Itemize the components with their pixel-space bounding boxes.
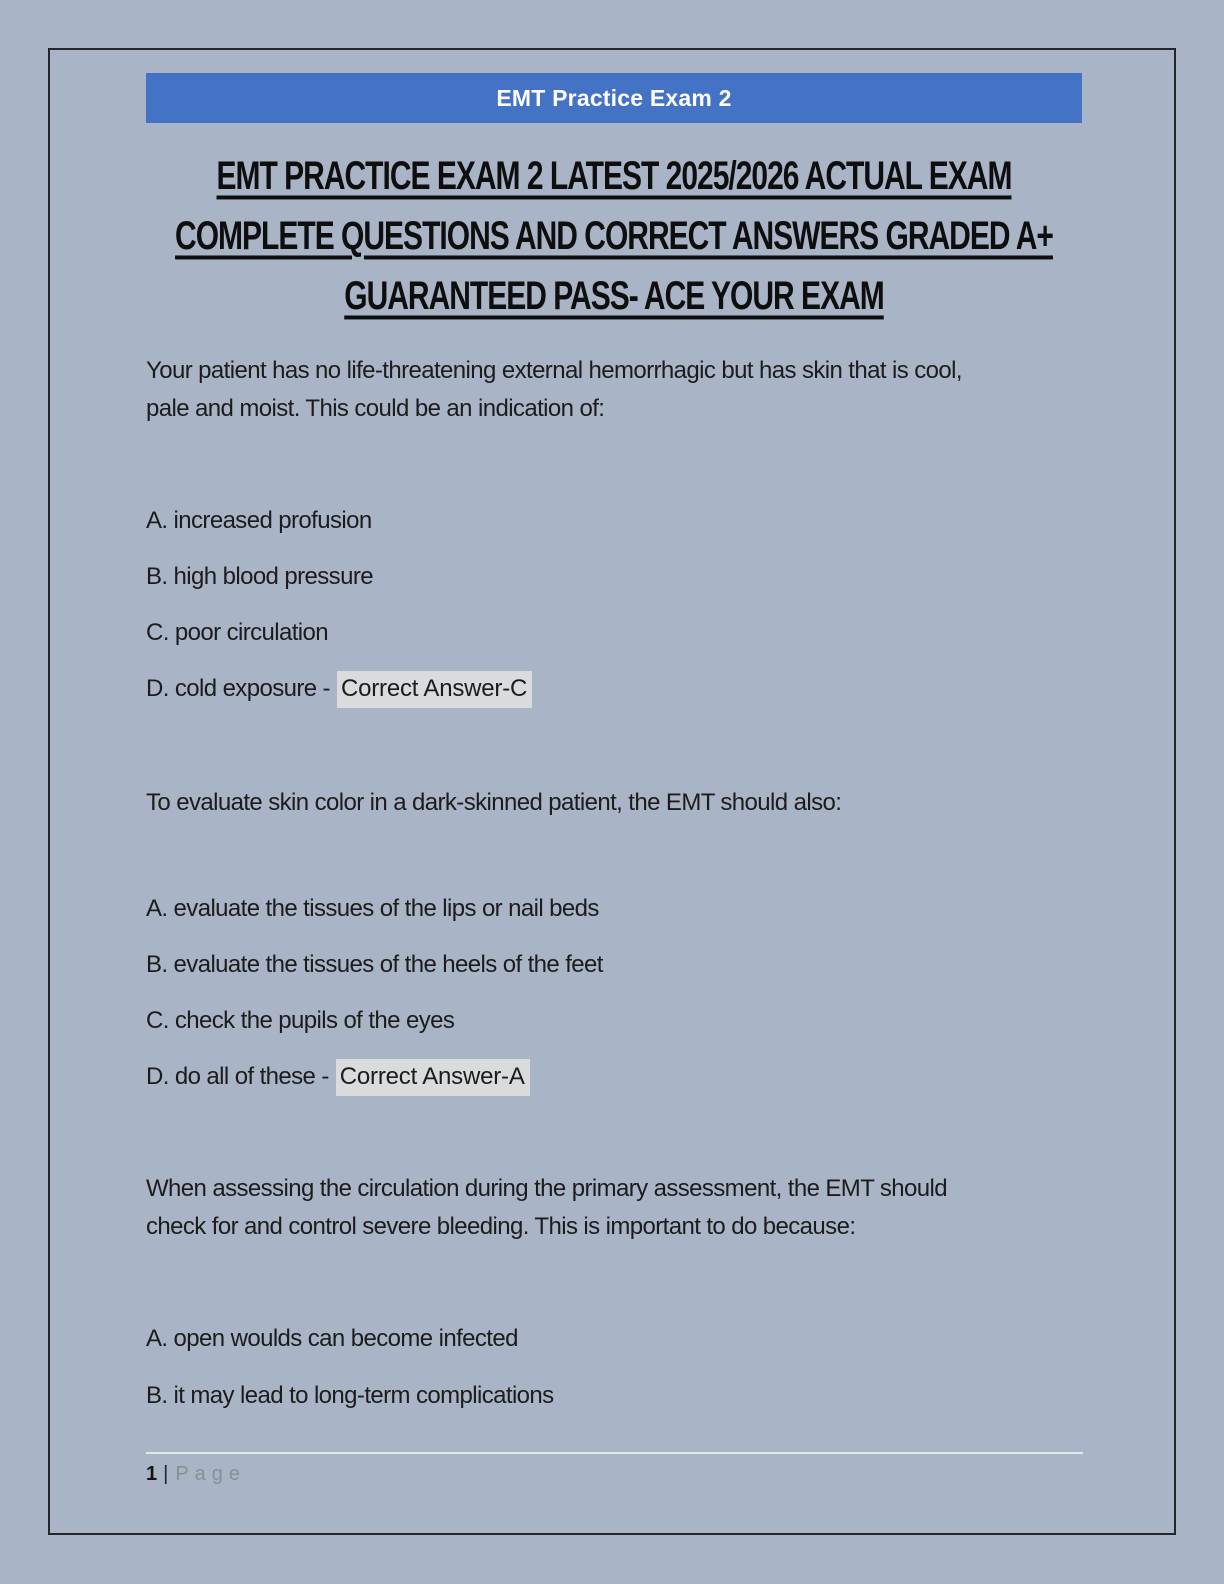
option-text: C. check the pupils of the eyes (146, 1007, 455, 1034)
option-text: B. high blood pressure (146, 563, 373, 590)
question-1-option-d (146, 670, 1136, 708)
question-1-prompt-line-2: pale and moist. This could be an indication of: (146, 395, 605, 422)
question-3-prompt-line-2: check for and control severe bleeding. This is important to do because: (146, 1213, 856, 1240)
main-title-line-1: EMT PRACTICE EXAM 2 LATEST 2025/2026 ACTUAL EXAM (216, 154, 1012, 199)
option-text: B. evaluate the tissues of the heels of the feet (146, 951, 603, 978)
option-text: D. cold exposure - (146, 675, 330, 702)
option-text: A. open woulds can become infected (146, 1325, 518, 1352)
footer-page-number: 1 (146, 1463, 158, 1485)
page-footer (146, 1460, 246, 1488)
question-1-option-c (146, 614, 1136, 652)
banner-title: EMT Practice Exam 2 (496, 85, 732, 111)
question-2-prompt (146, 784, 1136, 822)
footer-separator: | (163, 1463, 169, 1485)
question-3-prompt (146, 1170, 1136, 1246)
page-border (48, 48, 1176, 1535)
option-text: C. poor circulation (146, 619, 329, 646)
question-2-option-d (146, 1058, 1136, 1096)
main-title-line-3: GUARANTEED PASS- ACE YOUR EXAM (344, 274, 884, 319)
correct-answer-highlight: Correct Answer-A (336, 1059, 530, 1096)
footer-page-label: Page (175, 1463, 247, 1485)
question-2-option-a (146, 890, 1136, 928)
main-title (146, 147, 1082, 327)
question-3-prompt-line-1: When assessing the circulation during the primary assessment, the EMT should (146, 1175, 948, 1202)
question-1-prompt-line-1: Your patient has no life-threatening external hemorrhagic but has skin that is cool, (146, 357, 962, 384)
correct-answer-highlight: Correct Answer-C (337, 671, 532, 708)
question-1-option-a (146, 502, 1136, 540)
question-3-option-a (146, 1320, 1136, 1358)
question-2-option-c (146, 1002, 1136, 1040)
question-2-prompt-line-1: To evaluate skin color in a dark-skinned patient, the EMT should also: (146, 789, 842, 816)
question-1-prompt (146, 352, 1136, 428)
footer-divider (146, 1452, 1083, 1454)
option-text: B. it may lead to long-term complications (146, 1382, 554, 1409)
option-text: A. evaluate the tissues of the lips or nail beds (146, 895, 599, 922)
option-text: A. increased profusion (146, 507, 372, 534)
main-title-line-2: COMPLETE QUESTIONS AND CORRECT ANSWERS GRADED A+ (175, 214, 1053, 259)
question-3-option-b (146, 1377, 1136, 1415)
question-1-option-b (146, 558, 1136, 596)
question-2-option-b (146, 946, 1136, 984)
option-text: D. do all of these - (146, 1063, 329, 1090)
header-banner (146, 73, 1082, 123)
